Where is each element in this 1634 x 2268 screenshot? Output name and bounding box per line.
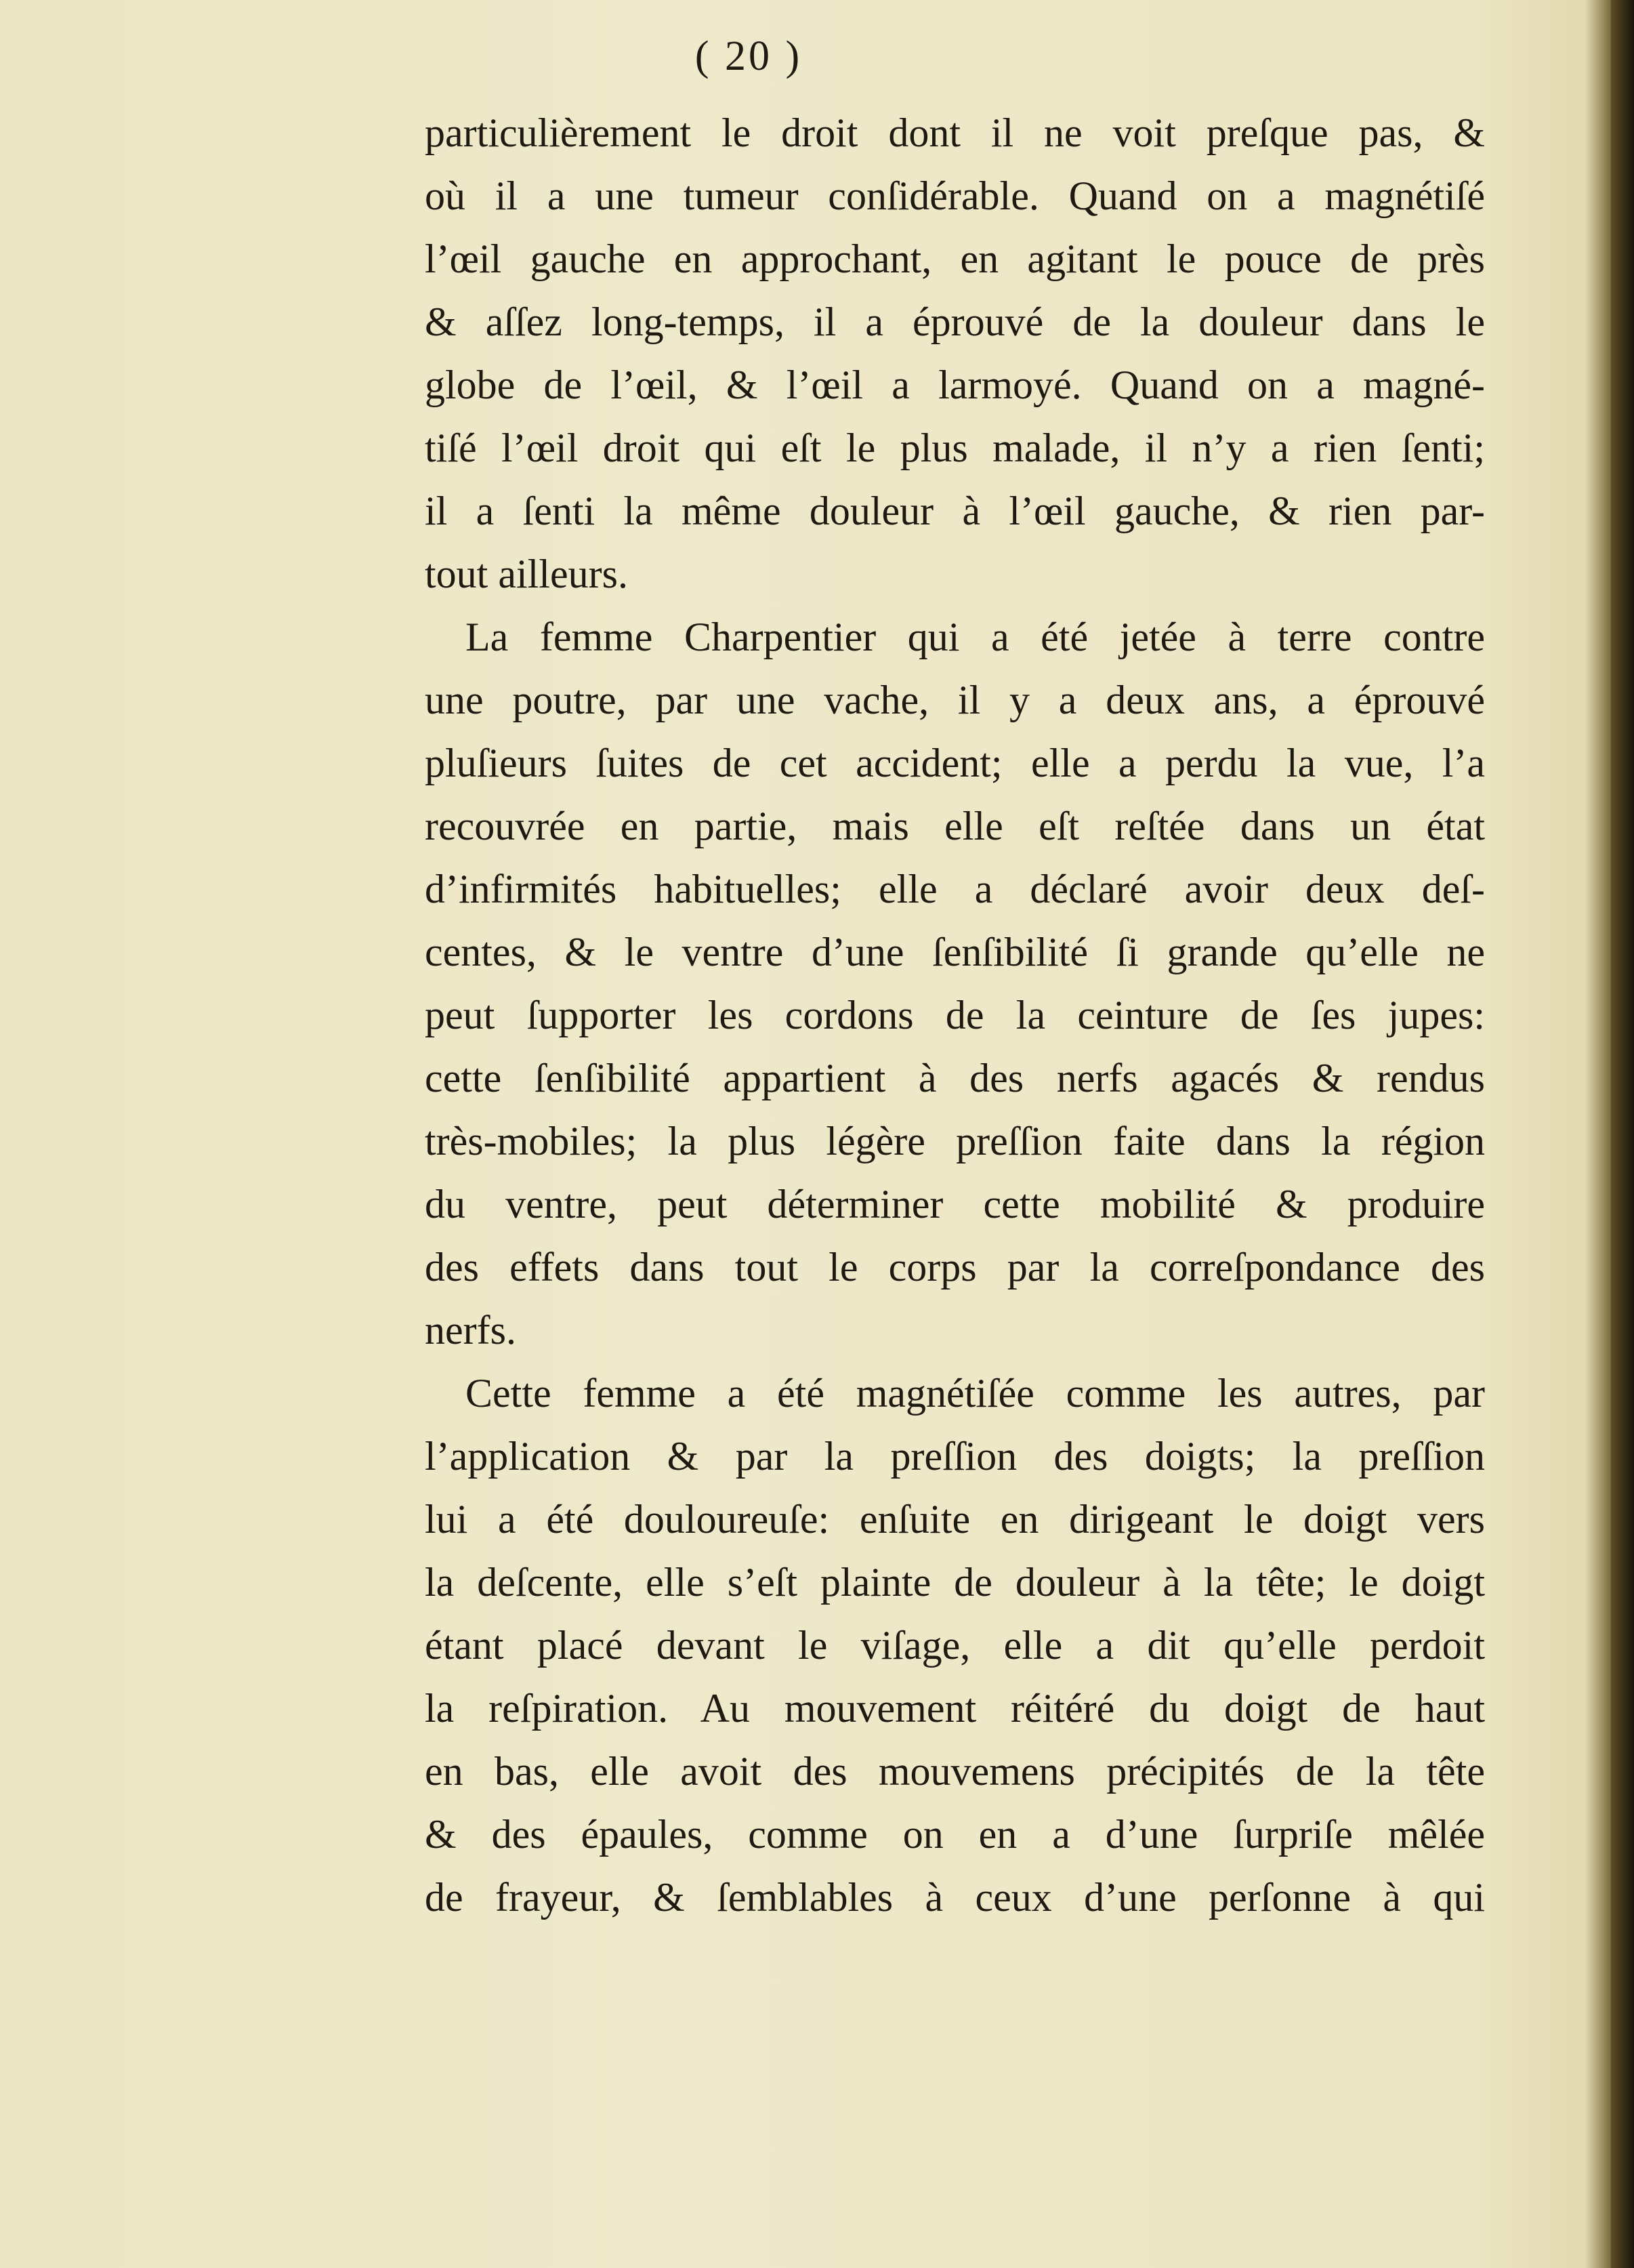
text-line: des effets dans tout le corps par la correſpondance des: [425, 1245, 1485, 1290]
text-line: où il a une tumeur conſidérable. Quand on a magnétiſé: [425, 173, 1485, 218]
text-line: recouvrée en partie, mais elle eſt reſtée dans un état: [425, 804, 1485, 848]
text-line: & des épaules, comme on en a d’une ſurpriſe mêlée: [425, 1812, 1485, 1857]
text-line: tout ailleurs.: [425, 552, 628, 596]
text-line: cette ſenſibilité appartient à des nerfs agacés & rendus: [425, 1056, 1485, 1100]
text-line: pluſieurs ſuites de cet accident; elle a perdu la vue, l’a: [425, 741, 1485, 785]
text-line: du ventre, peut déterminer cette mobilité & produire: [425, 1182, 1485, 1226]
page-number: ( 20 ): [694, 33, 803, 79]
text-line: particulièrement le droit dont il ne voit preſque pas, &: [425, 110, 1485, 155]
text-line: d’infirmités habituelles; elle a déclaré avoir deux deſ-: [425, 867, 1485, 911]
body-text: [425, 102, 1485, 1929]
text-line: centes, & le ventre d’une ſenſibilité ſi grande qu’elle ne: [425, 930, 1485, 974]
text-line: Cette femme a été magnétiſée comme les autres, par: [465, 1371, 1485, 1416]
text-line: la deſcente, elle s’eſt plainte de douleur à la tête; le doigt: [425, 1560, 1485, 1605]
text-line: nerfs.: [425, 1308, 516, 1353]
text-line: très-mobiles; la plus légère preſſion faite dans la région: [425, 1119, 1485, 1163]
text-line: de frayeur, & ſemblables à ceux d’une perſonne à qui: [425, 1875, 1485, 1920]
text-line: lui a été douloureuſe: enſuite en dirigeant le doigt vers: [425, 1497, 1485, 1542]
text-line: étant placé devant le viſage, elle a dit qu’elle perdoit: [425, 1623, 1485, 1668]
text-line: une poutre, par une vache, il y a deux ans, a éprouvé: [425, 678, 1485, 722]
text-line: l’application & par la preſſion des doigts; la preſſion: [425, 1434, 1485, 1479]
page-edge-shadow: [1611, 0, 1634, 2268]
text-line: globe de l’œil, & l’œil a larmoyé. Quand on a magné-: [425, 363, 1485, 407]
text-line: en bas, elle avoit des mouvemens précipités de la tête: [425, 1749, 1485, 1794]
text-line: peut ſupporter les cordons de la ceinture de ſes jupes:: [425, 993, 1485, 1037]
text-line: & aſſez long-temps, il a éprouvé de la douleur dans le: [425, 300, 1485, 344]
text-line: La femme Charpentier qui a été jetée à terre contre: [465, 615, 1485, 659]
text-line: il a ſenti la même douleur à l’œil gauche, & rien par-: [425, 489, 1485, 533]
text-line: la reſpiration. Au mouvement réitéré du doigt de haut: [425, 1686, 1485, 1731]
text-line: l’œil gauche en approchant, en agitant le pouce de près: [425, 236, 1485, 281]
text-line: tiſé l’œil droit qui eſt le plus malade, il n’y a rien ſenti;: [425, 426, 1485, 470]
